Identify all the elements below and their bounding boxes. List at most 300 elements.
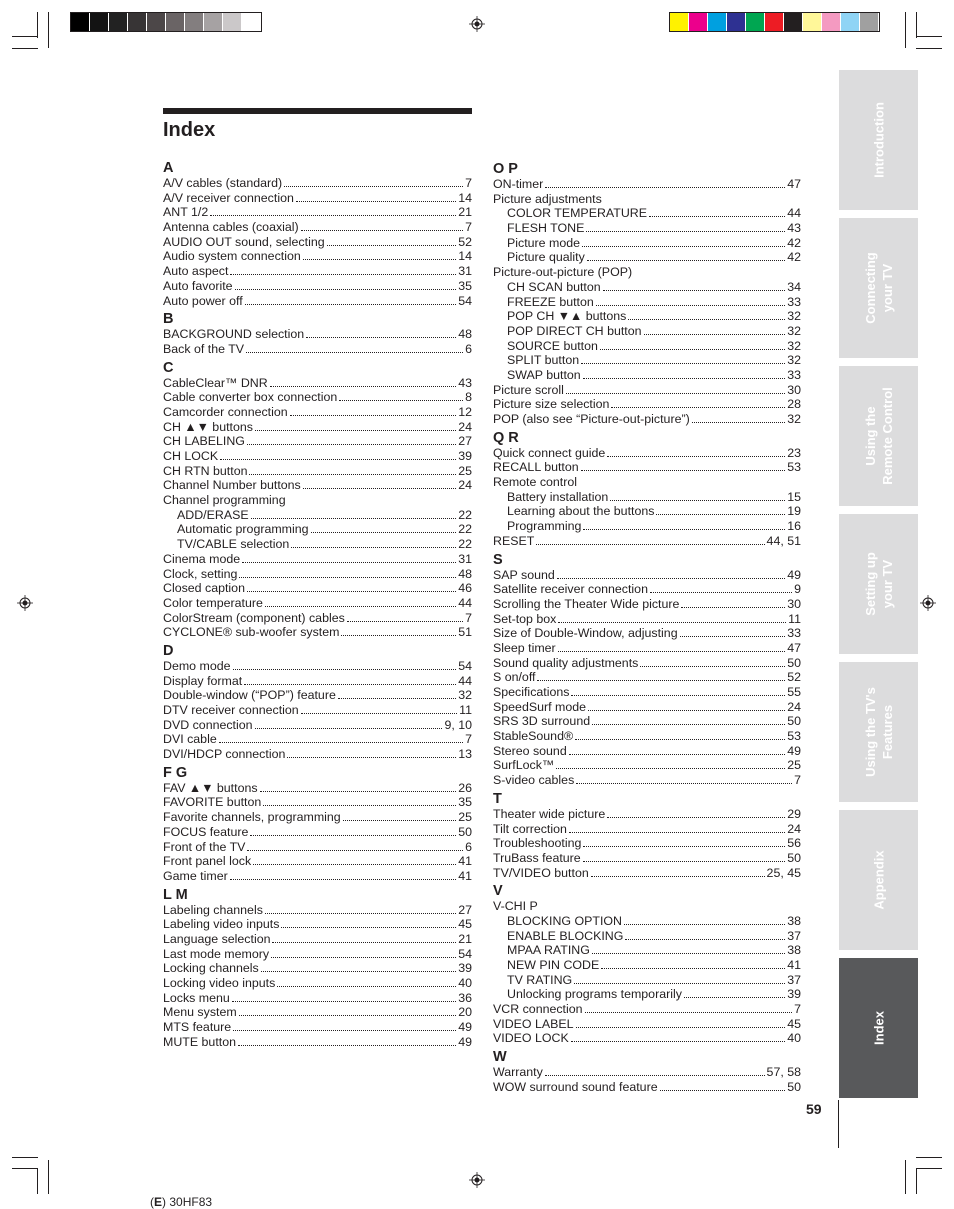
index-entry <box>163 420 472 435</box>
dot-leader <box>600 340 785 350</box>
crop-mark <box>12 36 38 37</box>
index-entry-term: Troubleshooting <box>493 836 582 851</box>
index-entry-page: 48 <box>458 327 472 342</box>
index-entry-page: 36 <box>458 990 472 1005</box>
index-entry-page: 47 <box>787 640 801 655</box>
index-entry-page: 38 <box>787 913 801 928</box>
section-tab[interactable] <box>839 958 918 1098</box>
index-entry <box>163 235 472 250</box>
dot-leader <box>220 450 456 460</box>
dot-leader <box>571 1032 785 1042</box>
index-entry <box>493 670 801 685</box>
index-entry <box>493 383 801 398</box>
index-entry <box>163 205 472 220</box>
index-entry <box>163 434 472 449</box>
index-entry-term: CH LOCK <box>163 449 219 463</box>
index-entry-term: Programming <box>507 519 582 534</box>
index-entry-page: 22 <box>458 522 472 537</box>
index-entry <box>493 339 801 354</box>
index-entry-page: 56 <box>787 836 801 851</box>
index-entry-page: 37 <box>787 928 801 943</box>
index-entry <box>493 568 801 583</box>
index-entry-term: Locking channels <box>163 961 259 976</box>
index-entry-page: 15 <box>787 489 801 504</box>
index-entry <box>163 376 472 391</box>
index-entry <box>163 522 472 537</box>
index-entry <box>493 519 801 534</box>
registration-mark-icon <box>920 595 936 611</box>
index-entry <box>493 929 801 944</box>
dot-leader <box>574 974 785 984</box>
section-tab[interactable] <box>839 662 918 802</box>
dot-leader <box>571 686 785 696</box>
registration-mark-icon <box>17 595 33 611</box>
index-entry-page: 34 <box>787 279 801 294</box>
color-swatch <box>689 13 708 31</box>
index-entry-page: 51 <box>458 625 472 640</box>
index-entry-term: DVD connection <box>163 717 253 732</box>
page-title: Index <box>163 119 216 141</box>
index-entry <box>493 973 801 988</box>
index-entry <box>493 206 801 221</box>
index-entry-page: 44 <box>787 206 801 221</box>
dot-leader <box>566 384 785 394</box>
dot-leader <box>583 837 785 847</box>
index-entry <box>163 732 472 747</box>
index-entry <box>493 943 801 958</box>
index-entry <box>163 176 472 191</box>
dot-leader <box>556 759 785 769</box>
index-entry <box>163 840 472 855</box>
crop-mark <box>37 12 38 38</box>
index-letter-heading: L M <box>163 886 188 903</box>
index-entry-term: CH LABELING <box>163 434 245 449</box>
index-entry-term: A/V receiver connection <box>163 190 294 205</box>
index-entry-page: 23 <box>787 445 801 460</box>
dot-leader <box>261 962 456 972</box>
index-entry-term: BACKGROUND selection <box>163 327 305 342</box>
dot-leader <box>660 1081 786 1091</box>
title-rule <box>163 108 472 114</box>
index-entry-page: 43 <box>787 221 801 236</box>
section-tab[interactable] <box>839 218 918 358</box>
index-letter-heading: O P <box>493 161 518 177</box>
index-entry-term: SPLIT button <box>507 353 580 368</box>
index-entry-page: 6 <box>465 839 472 854</box>
index-entry-page: 46 <box>458 581 472 596</box>
index-entry-term: Clock, setting <box>163 566 238 581</box>
section-tab[interactable] <box>839 70 918 210</box>
dot-leader <box>581 461 786 471</box>
index-entry-term: RESET <box>493 533 535 548</box>
color-swatch <box>822 13 841 31</box>
index-entry <box>163 390 472 405</box>
dot-leader <box>644 325 786 335</box>
index-entry-term: TruBass feature <box>493 850 581 865</box>
index-letter-heading: D <box>163 642 174 659</box>
dot-leader <box>610 491 785 501</box>
index-entry-page: 7 <box>794 1002 801 1017</box>
index-entry <box>163 405 472 420</box>
index-entry-term: TV/VIDEO button <box>493 865 589 880</box>
index-entry-page: 24 <box>787 699 801 714</box>
index-entry-page: 6 <box>465 341 472 356</box>
dot-leader <box>536 535 764 545</box>
dot-leader <box>247 582 456 592</box>
dot-leader <box>303 479 456 489</box>
index-entry <box>493 597 801 612</box>
index-entry <box>493 700 801 715</box>
color-swatch <box>860 13 879 31</box>
index-entry-page: 28 <box>787 397 801 412</box>
dot-leader <box>271 948 456 958</box>
index-entry <box>163 688 472 703</box>
footer-model: ) 30HF83 <box>162 1195 213 1209</box>
dot-leader <box>587 251 785 261</box>
index-entry <box>493 177 801 192</box>
index-entry-term: MPAA RATING <box>507 943 590 958</box>
index-entry-page: 32 <box>787 353 801 368</box>
index-entry-term: MTS feature <box>163 1020 232 1035</box>
index-entry <box>493 1080 801 1095</box>
index-entry <box>493 353 801 368</box>
index-entry <box>163 567 472 582</box>
crop-mark <box>916 48 942 49</box>
index-entry-page: 50 <box>787 655 801 670</box>
index-entry-page: 35 <box>458 278 472 293</box>
index-entry-page: 31 <box>458 551 472 566</box>
crop-mark <box>916 1168 917 1194</box>
color-swatch <box>784 13 803 31</box>
dot-leader <box>681 598 785 608</box>
index-entry <box>493 504 801 519</box>
index-entry-term: Labeling video inputs <box>163 917 280 932</box>
index-entry <box>493 250 801 265</box>
dot-leader <box>255 421 456 431</box>
section-tab[interactable] <box>839 514 918 654</box>
index-entry-page: 25 <box>458 463 472 478</box>
dot-leader <box>272 933 456 943</box>
index-entry-term: S on/off <box>493 670 536 685</box>
index-entry-term: StableSound® <box>493 729 574 744</box>
index-letter-heading: B <box>163 311 174 328</box>
index-entry <box>163 810 472 825</box>
index-entry-page: 16 <box>787 519 801 534</box>
index-entry <box>493 744 801 759</box>
index-entry <box>493 807 801 822</box>
index-entry-page: 20 <box>458 1005 472 1020</box>
index-entry <box>163 596 472 611</box>
dot-leader <box>586 222 785 232</box>
dot-leader <box>245 295 457 305</box>
index-entry-page: 39 <box>458 449 472 463</box>
index-entry-page: 7 <box>794 773 801 788</box>
index-entry <box>493 758 801 773</box>
dot-leader <box>537 671 785 681</box>
index-letter-heading: F G <box>163 764 188 781</box>
index-entry <box>493 822 801 837</box>
index-entry-term: RECALL button <box>493 460 579 475</box>
dot-leader <box>347 612 463 622</box>
index-entry <box>163 342 472 357</box>
index-entry-page: 54 <box>458 946 472 961</box>
index-entry <box>163 279 472 294</box>
index-entry-term: DTV receiver connection <box>163 703 299 717</box>
index-entry-page: 21 <box>458 205 472 220</box>
dot-leader <box>692 413 785 423</box>
index-entry <box>493 309 801 324</box>
index-entry <box>163 611 472 626</box>
color-swatch <box>803 13 822 31</box>
index-entry-page: 24 <box>787 821 801 836</box>
index-entry-term: FAV ▲▼ buttons <box>163 780 258 795</box>
index-entry <box>163 781 472 796</box>
index-entry-term: Remote control <box>493 475 578 490</box>
dot-leader <box>649 207 785 217</box>
dot-leader <box>291 538 456 548</box>
color-bar <box>669 12 880 32</box>
index-entry-term: POP (also see “Picture-out-picture”) <box>493 412 690 426</box>
dot-leader <box>255 719 443 729</box>
index-entry-term: Learning about the buttons <box>507 504 655 519</box>
dot-leader <box>306 328 456 338</box>
dot-leader <box>591 867 765 877</box>
footer-code <box>150 1195 212 1209</box>
dot-leader <box>265 597 456 607</box>
dot-leader <box>301 704 457 714</box>
dot-leader <box>601 959 785 969</box>
index-entry <box>493 958 801 973</box>
color-swatch <box>670 13 689 31</box>
crop-mark <box>905 1160 906 1194</box>
index-entry-term: VIDEO LABEL <box>493 1016 574 1031</box>
index-entry-page: 41 <box>458 854 472 869</box>
index-entry <box>493 265 801 280</box>
index-entry-term: Auto aspect <box>163 264 229 279</box>
index-entry-page: 47 <box>787 177 801 191</box>
dot-leader <box>290 406 457 416</box>
index-entry-term: Picture-out-picture (POP) <box>493 265 633 280</box>
index-entry-term: CH RTN button <box>163 463 248 478</box>
index-entry-page: 45 <box>787 1016 801 1031</box>
index-entry <box>493 412 801 427</box>
index-entry-term: Scrolling the Theater Wide picture <box>493 596 680 611</box>
index-entry-page: 12 <box>458 404 472 419</box>
index-entry-term: Automatic programming <box>177 522 309 537</box>
section-tabs <box>839 70 918 1106</box>
index-entry <box>493 221 801 236</box>
dot-leader <box>277 977 456 987</box>
color-swatch <box>90 13 109 31</box>
index-entry-term: AUDIO OUT sound, selecting <box>163 234 325 249</box>
index-entry-term: Locking video inputs <box>163 976 276 990</box>
index-entry-term: SAP sound <box>493 567 555 582</box>
index-entry-page: 54 <box>458 293 472 308</box>
index-entry-term: Sound quality adjustments <box>493 655 639 670</box>
index-entry <box>163 249 472 264</box>
dot-leader <box>239 1006 457 1016</box>
index-entry-page: 27 <box>458 902 472 917</box>
dot-leader <box>244 675 456 685</box>
section-tab-label: Appendix <box>871 850 886 910</box>
index-column-right <box>493 158 801 1095</box>
index-entry <box>493 729 801 744</box>
index-entry-term: Quick connect guide <box>493 445 606 460</box>
index-entry-term: FREEZE button <box>507 294 594 309</box>
dot-leader <box>247 841 463 851</box>
index-entry-page: 14 <box>458 249 472 264</box>
dot-leader <box>251 509 457 519</box>
color-swatch <box>223 13 242 31</box>
index-entry <box>493 446 801 461</box>
index-entry-term: Auto favorite <box>163 278 233 293</box>
index-entry-term: ENABLE BLOCKING <box>507 928 624 943</box>
dot-leader <box>607 447 785 457</box>
index-entry-term: CableClear™ DNR <box>163 375 268 390</box>
index-entry <box>493 1031 801 1046</box>
index-entry <box>163 932 472 947</box>
index-entry <box>163 747 472 762</box>
index-column-left <box>163 157 472 1049</box>
page-number-rule <box>838 1100 839 1148</box>
index-entry-page: 42 <box>787 250 801 265</box>
index-entry-term: Picture adjustments <box>493 191 602 206</box>
dot-leader <box>250 826 456 836</box>
section-tab-label: Connecting your TV <box>862 252 895 324</box>
dot-leader <box>558 613 786 623</box>
index-entry-page: 50 <box>787 850 801 865</box>
color-swatch <box>765 13 784 31</box>
index-entry <box>493 987 801 1002</box>
dot-leader <box>230 870 456 880</box>
dot-leader <box>569 745 785 755</box>
color-swatch <box>727 13 746 31</box>
index-entry-term: Cinema mode <box>163 551 241 566</box>
index-entry-page: 33 <box>787 626 801 641</box>
index-entry-term: V-CHI P <box>493 899 538 914</box>
index-entry <box>163 961 472 976</box>
crop-mark <box>12 1157 38 1158</box>
dot-leader <box>575 730 785 740</box>
index-entry-term: CYCLONE® sub-woofer system <box>163 625 340 640</box>
crop-mark <box>916 12 917 38</box>
index-entry <box>493 280 801 295</box>
index-entry-term: Front of the TV <box>163 839 246 854</box>
index-entry-term: Color temperature <box>163 595 263 610</box>
dot-leader <box>249 465 456 475</box>
dot-leader <box>576 774 792 784</box>
index-entry-page: 21 <box>458 931 472 946</box>
index-entry <box>163 508 472 523</box>
index-entry-page: 25 <box>787 758 801 773</box>
index-entry <box>163 718 472 733</box>
index-entry-page: 44 <box>458 595 472 610</box>
dot-leader <box>581 354 785 364</box>
dot-leader <box>585 1003 793 1013</box>
dot-leader <box>650 583 792 593</box>
index-entry-page: 8 <box>465 390 472 405</box>
index-entry-page: 22 <box>458 537 472 552</box>
index-entry <box>493 236 801 251</box>
dot-leader <box>603 281 786 291</box>
index-entry-term: NEW PIN CODE <box>507 958 600 972</box>
index-entry-term: FAVORITE button <box>163 795 262 810</box>
index-entry-page: 7 <box>465 220 472 235</box>
dot-leader <box>238 1036 456 1046</box>
index-entry-term: Picture quality <box>507 250 585 265</box>
index-entry-term: ANT 1/2 <box>163 205 209 220</box>
index-entry-page: 37 <box>787 972 801 987</box>
index-entry <box>163 625 472 640</box>
index-entry <box>493 534 801 549</box>
index-entry-page: 39 <box>458 961 472 976</box>
index-entry-page: 54 <box>458 658 472 673</box>
index-entry-term: Antenna cables (coaxial) <box>163 220 299 235</box>
index-entry-term: SurfLock™ <box>493 758 555 773</box>
dot-leader <box>253 855 456 865</box>
crop-mark <box>37 1168 38 1194</box>
index-entry <box>163 976 472 991</box>
index-entry-term: Satellite receiver connection <box>493 582 648 597</box>
index-entry <box>163 464 472 479</box>
dot-leader <box>303 250 456 260</box>
index-entry <box>493 1017 801 1032</box>
index-entry <box>163 903 472 918</box>
index-entry-page: 43 <box>458 375 472 390</box>
index-entry-page: 9, 10 <box>444 717 472 732</box>
dot-leader <box>558 642 786 652</box>
index-entry-page: 41 <box>458 868 472 883</box>
dot-leader <box>239 568 456 578</box>
index-letter-heading: C <box>163 359 174 376</box>
color-swatch <box>71 13 90 31</box>
index-entry <box>493 773 801 788</box>
index-entry-page: 7 <box>465 610 472 625</box>
index-entry <box>493 490 801 505</box>
index-entry-page: 55 <box>787 685 801 699</box>
dot-leader <box>235 280 457 290</box>
index-entry <box>163 1035 472 1050</box>
index-entry-term: Menu system <box>163 1005 237 1020</box>
section-tab[interactable] <box>839 810 918 950</box>
index-entry <box>493 324 801 339</box>
dot-leader <box>327 236 457 246</box>
dot-leader <box>311 523 457 533</box>
index-entry-page: 25, 45 <box>766 865 801 880</box>
section-tab[interactable] <box>839 366 918 506</box>
color-swatch <box>708 13 727 31</box>
dot-leader <box>210 206 456 216</box>
index-entry-page: 14 <box>458 190 472 205</box>
index-entry-term: Camcorder connection <box>163 404 288 419</box>
color-swatch <box>109 13 128 31</box>
index-entry-term: Cable converter box connection <box>163 390 338 405</box>
dot-leader <box>583 369 786 379</box>
index-letter-heading: A <box>163 160 174 176</box>
crop-mark <box>916 1168 942 1169</box>
index-entry-term: WOW surround sound feature <box>493 1079 658 1094</box>
index-entry-page: 39 <box>787 987 801 1002</box>
index-entry <box>493 836 801 851</box>
index-entry-page: 41 <box>787 958 801 972</box>
dot-leader <box>232 992 456 1002</box>
dot-leader <box>296 192 456 202</box>
index-entry-page: 50 <box>787 714 801 729</box>
index-entry-term: Specifications <box>493 685 570 699</box>
dot-leader <box>576 1018 786 1028</box>
index-entry <box>493 656 801 671</box>
index-entry-page: 11 <box>788 611 801 626</box>
